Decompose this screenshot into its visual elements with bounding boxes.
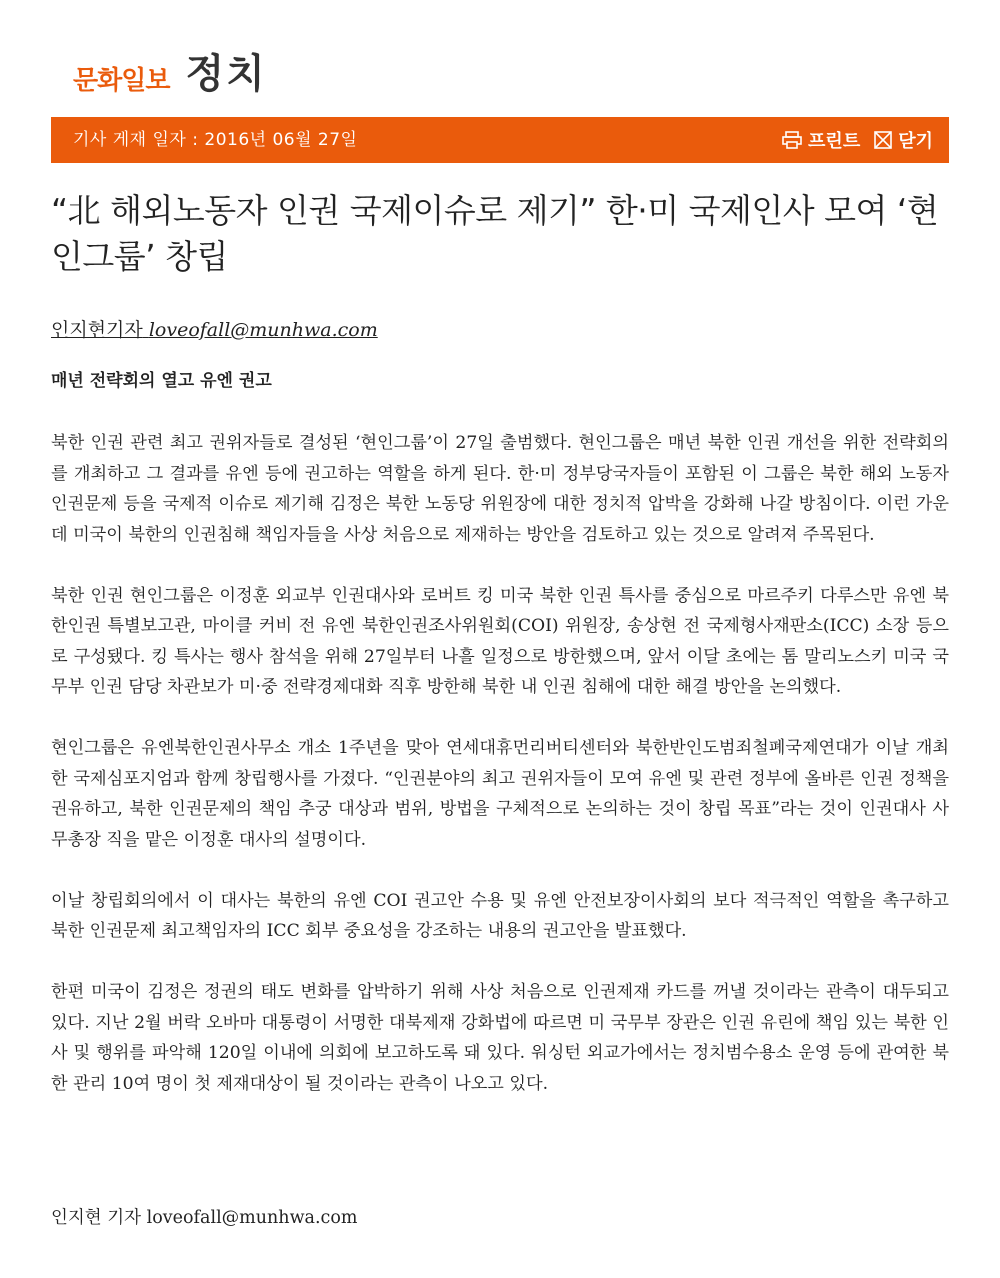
printer-icon [782,131,802,149]
print-label: 프린트 [808,131,861,152]
byline [51,318,378,342]
page-header [73,48,267,96]
article-subtitle: 매년 전략회의 열고 유엔 권고 [51,371,272,391]
section-title: 정치 [185,51,267,97]
paragraph: 북한 인권 관련 최고 권위자들로 결성된 ‘현인그룹’이 27일 출범했다. 현인그룹은 매년 북한 인권 개선을 위한 전략회의를 개최하고 그 결과를 유엔 등에 권고하는 역할을 하게 된다. 한·미 정부당국자들이 포함된 이 그룹은 북한 해외 노동자 인권문제 등을 국제적 이슈로 제기해 김정은 북한 노동당 위원장에 대한 정치적 압박을 강화해 나갈 방침이다. 이런 가운데 미국이 북한의 인권침해 책임자들을 사상 처음으로 제재하는 방안을 검토하고 있는 것으로 알려져 주목된다. [51,433,949,545]
print-button[interactable] [782,127,860,153]
article-title: “北 해외노동자 인권 국제이슈로 제기” 한·미 국제인사 모여 ‘현인그룹’ 창립 [51,191,939,276]
brand-logo[interactable]: 문화일보 [73,66,170,96]
article-body [51,428,949,1130]
close-label: 닫기 [898,131,933,152]
close-button[interactable] [874,127,933,153]
paragraph: 이날 창립회의에서 이 대사는 북한의 유엔 COI 권고안 수용 및 유엔 안전보장이사회의 보다 적극적인 역할을 촉구하고 북한 인권문제 최고책임자의 ICC 회부 중요성을 강조하는 내용의 권고안을 발표했다. [51,890,949,941]
paragraph: 북한 인권 현인그룹은 이정훈 외교부 인권대사와 로버트 킹 미국 북한 인권 특사를 중심으로 마르주키 다루스만 유엔 북한인권 특별보고관, 마이클 커비 전 유엔 북한인권조사위원회(COI) 위원장, 송상현 전 국제형사재판소(ICC) 소장 등으로 구성됐다. 킹 특사는 행사 참석을 위해 27일부터 나흘 일정으로 방한했으며, 앞서 이달 초에는 톰 말리노스키 미국 국무부 인권 담당 차관보가 미·중 전략경제대화 직후 방한해 북한 내 인권 침해에 대한 해결 방안을 논의했다. [51,585,949,697]
paragraph: 한편 미국이 김정은 정권의 태도 변화를 압박하기 위해 사상 처음으로 인권제재 카드를 꺼낼 것이라는 관측이 대두되고 있다. 지난 2월 버락 오바마 대통령이 서명한 대북제재 강화법에 따르면 미 국무부 장관은 인권 유린에 책임 있는 북한 인사 및 행위를 파악해 120일 이내에 의회에 보고하도록 돼 있다. 워싱턴 외교가에서는 정치범수용소 운영 등에 관여한 북한 관리 10여 명이 첫 제재대상이 될 것이라는 관측이 나오고 있다. [51,982,949,1094]
publish-date: 기사 게재 일자 : 2016년 06월 27일 [73,130,358,150]
bar-actions [782,117,933,163]
close-icon [874,131,892,149]
article-signoff: 인지현 기자 loveofall@munhwa.com [51,1208,358,1228]
byline-email-link[interactable]: loveofall@munhwa.com [148,319,378,341]
byline-name: 인지현기자 [51,319,143,341]
article-info-bar [51,117,949,163]
paragraph: 현인그룹은 유엔북한인권사무소 개소 1주년을 맞아 연세대휴먼리버티센터와 북한반인도범죄철폐국제연대가 이날 개최한 국제심포지엄과 함께 창립행사를 가졌다. “인권분야의 최고 권위자들이 모여 유엔 및 관련 정부에 올바른 인권 정책을 권유하고, 북한 인권문제의 책임 추궁 대상과 범위, 방법을 구체적으로 논의하는 것이 창립 목표”라는 것이 인권대사 사무총장 직을 맡은 이정훈 대사의 설명이다. [51,738,950,850]
